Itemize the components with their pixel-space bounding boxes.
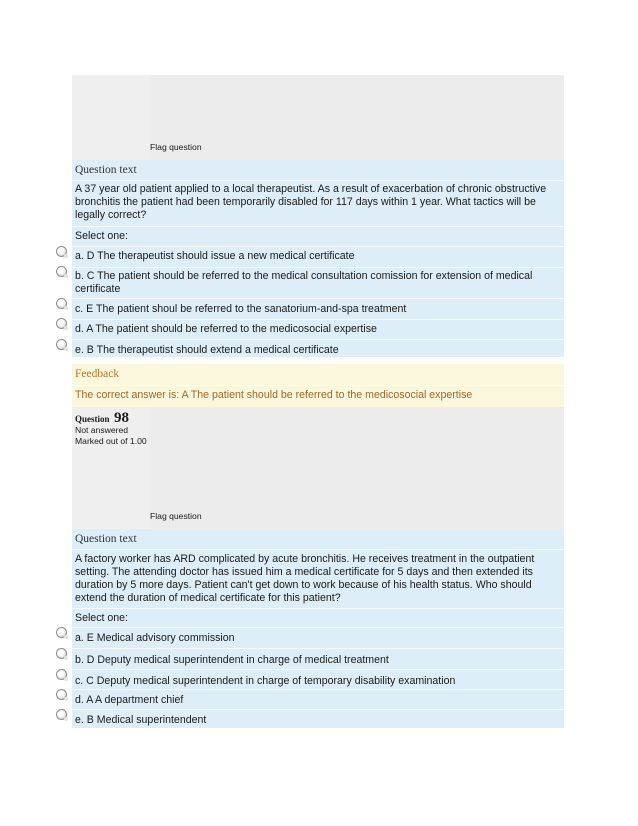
option-label-a[interactable]: a. D The therapeutist should issue a new medical certificate [75, 250, 355, 262]
option-label-e[interactable]: e. B The therapeutist should extend a medical certificate [75, 344, 339, 356]
select-one-label-98: Select one: [75, 612, 129, 624]
option-radio-b[interactable] [56, 266, 67, 277]
option-label-b-98[interactable]: b. D Deputy medical superintendent in charge of medical treatment [75, 654, 389, 666]
select-one-label: Select one: [75, 230, 129, 242]
option-radio-a[interactable] [56, 246, 67, 257]
feedback-label: Feedback [75, 368, 120, 380]
option-label-c-98[interactable]: c. C Deputy medical superintendent in charge of temporary disability examination [75, 675, 456, 687]
option-radio-e[interactable] [56, 339, 67, 350]
flag-question-link[interactable]: Flag question [150, 142, 202, 152]
option-label-a-98[interactable]: a. E Medical advisory commission [75, 632, 235, 644]
option-radio-a-98[interactable] [56, 627, 67, 638]
feedback-text: The correct answer is: A The patient should be referred to the medicosocial expertise [75, 389, 473, 401]
question-info-gutter [72, 75, 150, 160]
option-label-b[interactable]: b. C The patient should be referred to the medical consultation comission for extension of medical certificate [75, 270, 533, 295]
question-number: 98 [113, 410, 129, 426]
question-text: A 37 year old patient applied to a local therapeutist. As a result of exacerbation of chronic obstructive bronchitis the patient had been temporarily disabled for 117 days within 1 year. What tactics will be legally correct? [75, 183, 547, 221]
option-radio-d-98[interactable] [56, 689, 67, 700]
option-label-c[interactable]: c. E The patient shoul be referred to the sanatorium-and-spa treatment [75, 303, 407, 315]
question-marks: Marked out of 1.00 [75, 436, 147, 446]
option-label-d[interactable]: d. A The patient should be referred to the medicosocial expertise [75, 323, 377, 335]
option-label-d-98[interactable]: d. A A department chief [75, 694, 184, 706]
option-radio-d[interactable] [56, 318, 67, 329]
question-label: Question [75, 414, 110, 424]
option-radio-b-98[interactable] [56, 648, 67, 659]
option-label-e-98[interactable]: e. B Medical superintendent [75, 714, 207, 726]
question-text-label-98: Question text [75, 533, 137, 545]
option-radio-c[interactable] [56, 298, 67, 309]
option-radio-c-98[interactable] [56, 669, 67, 680]
flag-question-link-98[interactable]: Flag question [150, 511, 202, 521]
question-status: Not answered [75, 425, 129, 435]
option-radio-e-98[interactable] [56, 709, 67, 720]
question-text-98: A factory worker has ARD complicated by acute bronchitis. He receives treatment in the outpatient setting. The attending doctor has issued him a medical certificate for 5 days and then extended its duration by 5 more days. Patient can't get down to work because of his health status. Who should extend the duration of medical certificate for this patient? [75, 553, 535, 604]
question-text-label: Question text [75, 164, 137, 176]
